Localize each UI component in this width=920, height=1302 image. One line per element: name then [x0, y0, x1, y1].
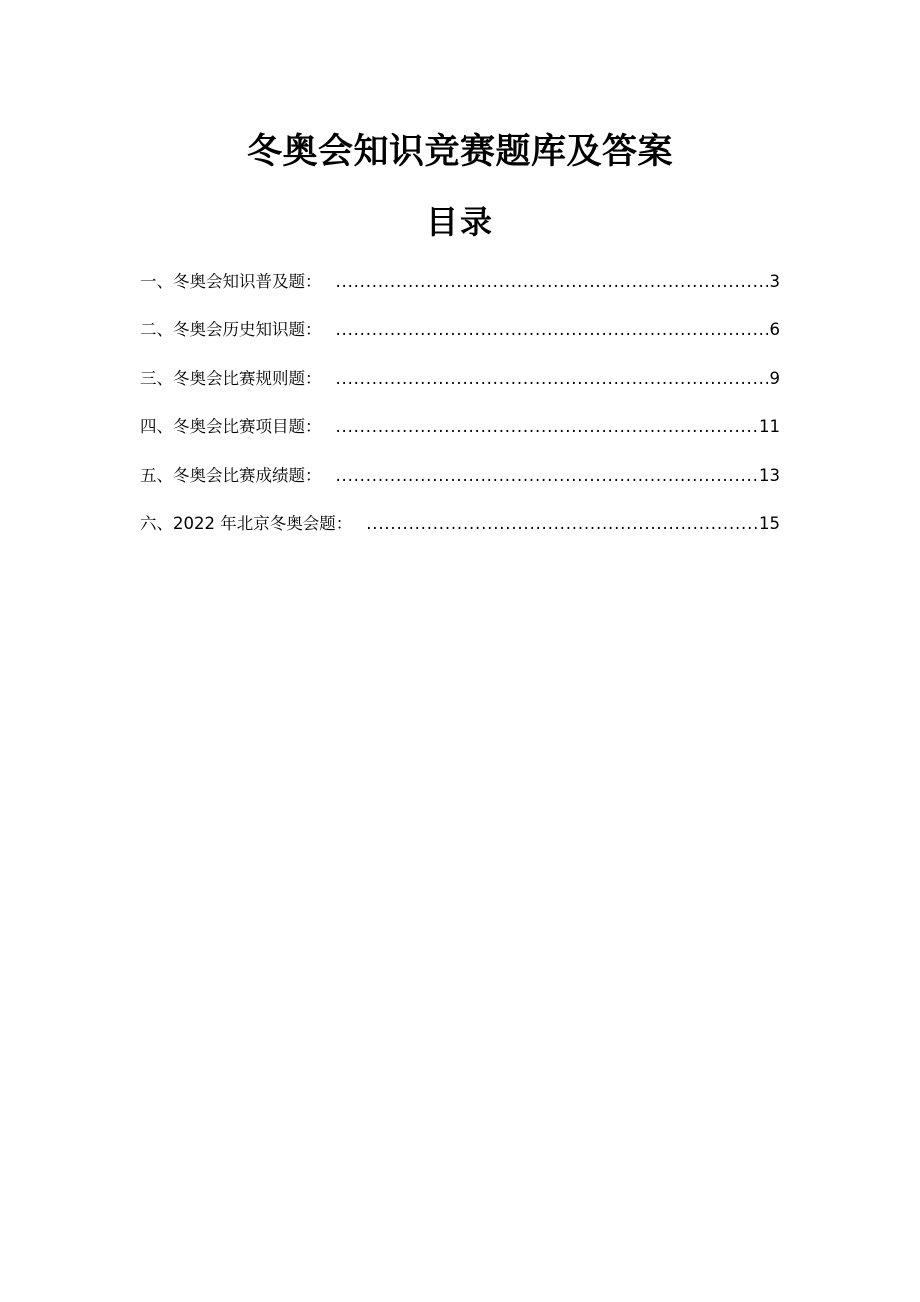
toc-entry-label: 二、冬奥会历史知识题： — [140, 320, 322, 340]
toc-entry[interactable] — [140, 413, 780, 461]
toc-page-number: 11 — [759, 417, 780, 437]
toc-entry-label: 五、冬奥会比赛成绩题： — [140, 465, 322, 485]
toc-entry-label: 六、2022 年北京冬奥会题： — [140, 513, 353, 533]
toc-entry-label: 四、冬奥会比赛项目题： — [140, 417, 322, 437]
toc-page-number: 15 — [759, 513, 780, 533]
toc-dot-leader — [336, 462, 758, 490]
toc-dot-leader — [366, 510, 757, 538]
toc-dot-leader — [336, 268, 768, 296]
toc-dot-leader — [336, 413, 758, 441]
toc-entry[interactable] — [140, 462, 780, 510]
toc-entry-label: 一、冬奥会知识普及题： — [140, 272, 322, 291]
toc-entry[interactable] — [140, 316, 780, 364]
table-of-contents — [140, 268, 780, 558]
toc-heading: 目录 — [425, 203, 494, 241]
toc-entry[interactable] — [140, 365, 780, 413]
toc-dot-leader — [336, 365, 768, 393]
document-title: 冬奥会知识竞赛题库及答案 — [246, 132, 673, 172]
toc-entry[interactable] — [140, 268, 780, 316]
toc-dot-leader — [336, 316, 768, 344]
toc-entry[interactable] — [140, 510, 780, 558]
toc-page-number: 9 — [769, 368, 780, 388]
toc-entry-label: 三、冬奥会比赛规则题： — [140, 368, 322, 388]
toc-page-number: 3 — [769, 272, 780, 291]
toc-page-number: 13 — [759, 465, 780, 485]
toc-page-number: 6 — [769, 320, 780, 340]
